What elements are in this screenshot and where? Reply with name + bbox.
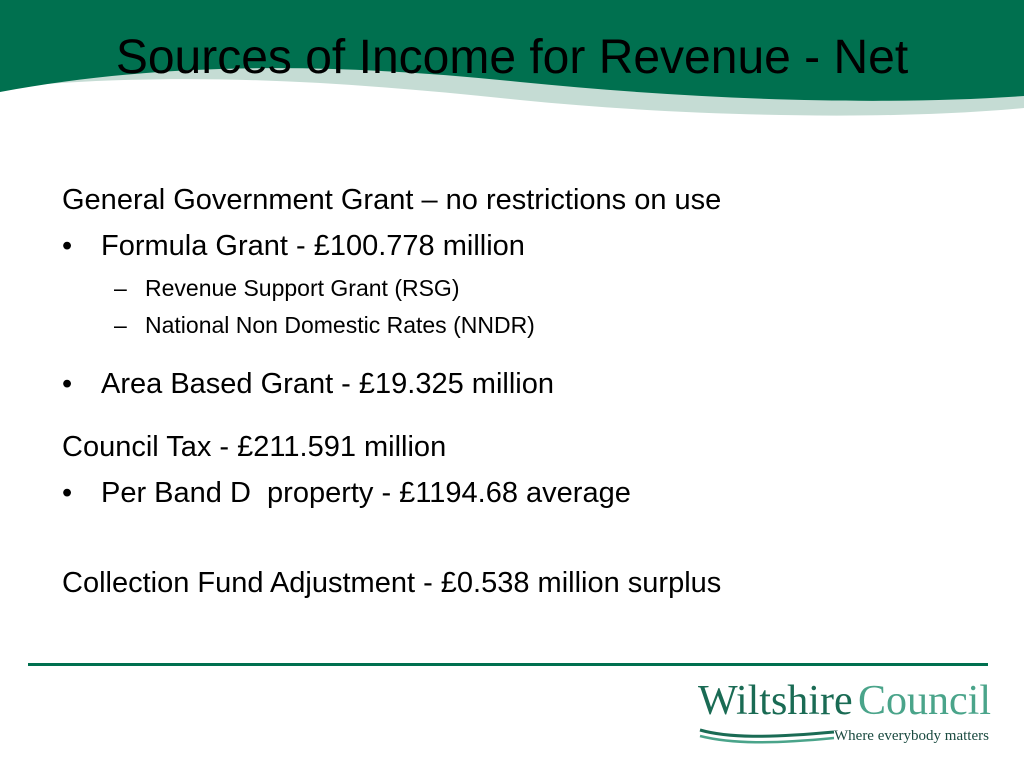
bullet-item-formula-grant [62, 228, 525, 264]
area-grant-text: Area Based Grant - £19.325 million [101, 368, 554, 400]
formula-grant-text: Formula Grant - £100.778 million [101, 230, 525, 262]
logo-word-council: Council [858, 678, 991, 724]
sub-item-rsg [114, 273, 459, 303]
wiltshire-council-logo [698, 676, 998, 756]
bullet-marker: • [62, 230, 73, 262]
bullet-marker: • [62, 477, 73, 509]
bullet-item-band-d [62, 475, 631, 511]
general-grant-heading: General Government Grant – no restrictions on use [62, 184, 722, 216]
council-tax-heading: Council Tax - £211.591 million [62, 431, 447, 463]
rsg-text: Revenue Support Grant (RSG) [145, 275, 460, 301]
bullet-item-area-grant [62, 366, 554, 402]
nndr-text: National Non Domestic Rates (NNDR) [145, 312, 535, 338]
dash-marker: – [114, 312, 127, 338]
dash-marker: – [114, 275, 127, 301]
sub-item-nndr [114, 310, 535, 340]
logo-wave-icon [698, 722, 838, 746]
slide-title: Sources of Income for Revenue - Net [115, 31, 909, 84]
band-d-text: Per Band D property - £1194.68 average [101, 477, 631, 509]
logo-word-wiltshire: Wiltshire [698, 678, 853, 724]
logo-tagline: Where everybody matters [834, 728, 989, 744]
footer-divider [28, 663, 988, 666]
collection-fund-line: Collection Fund Adjustment - £0.538 million surplus [62, 567, 722, 599]
bullet-marker: • [62, 368, 73, 400]
